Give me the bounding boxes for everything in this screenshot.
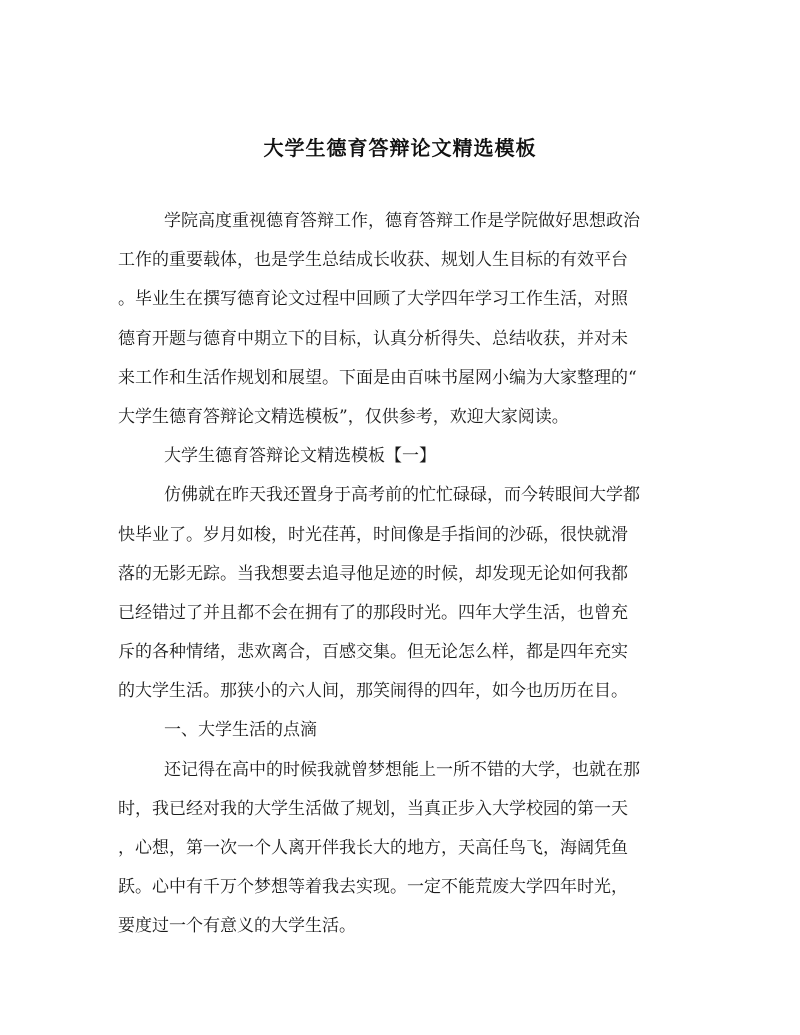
section-heading: 大学生德育答辩论文精选模板【一】 [164, 446, 436, 467]
paragraph-line: 跃。心中有千万个梦想等着我去实现。一定不能荒废大学四年时光， [118, 877, 628, 898]
paragraph-line: 快毕业了。岁月如梭，时光荏苒，时间像是手指间的沙砾，很快就滑 [118, 524, 628, 545]
paragraph-line: 大学生德育答辩论文精选模板”，仅供参考，欢迎大家阅读。 [118, 406, 569, 427]
paragraph-line: ，心想，第一次一个人离开伴我长大的地方，天高任鸟飞，海阔凭鱼 [118, 838, 628, 858]
paragraph-line: 要度过一个有意义的大学生活。 [118, 916, 356, 937]
paragraph-line: 来工作和生活作规划和展望。下面是由百味书屋网小编为大家整理的“ [118, 367, 637, 388]
paragraph-line: 已经错过了并且都不会在拥有了的那段时光。四年大学生活，也曾充 [118, 602, 628, 623]
paragraph-line: 斥的各种情绪，悲欢离合，百感交集。但无论怎么样，都是四年充实 [118, 642, 628, 663]
paragraph-line: 学院高度重视德育答辩工作，德育答辩工作是学院做好思想政治 [164, 211, 640, 231]
paragraph-line: 。毕业生在撰写德育论文过程中回顾了大学四年学习工作生活，对照 [118, 289, 628, 310]
paragraph-line: 还记得在高中的时候我就曾梦想能上一所不错的大学，也就在那 [164, 759, 640, 780]
paragraph-line: 工作的重要载体，也是学生总结成长收获、规划人生目标的有效平台 [118, 250, 628, 271]
document-title: 大学生德育答辩论文精选模板 [263, 136, 537, 160]
paragraph-line: 仿佛就在昨天我还置身于高考前的忙忙碌碌，而今转眼间大学都 [164, 485, 640, 506]
paragraph-line: 的大学生活。那狭小的六人间，那笑闹得的四年，如今也历历在目。 [118, 681, 628, 702]
subsection-heading: 一、大学生活的点滴 [164, 720, 317, 741]
document-body [118, 202, 684, 947]
paragraph-line: 时，我已经对我的大学生活做了规划，当真正步入大学校园的第一天 [118, 798, 628, 819]
paragraph-line: 落的无影无踪。当我想要去追寻他足迹的时候，却发现无论如何我都 [118, 563, 628, 584]
paragraph-line: 德育开题与德育中期立下的目标，认真分析得失、总结收获，并对未 [118, 328, 628, 349]
